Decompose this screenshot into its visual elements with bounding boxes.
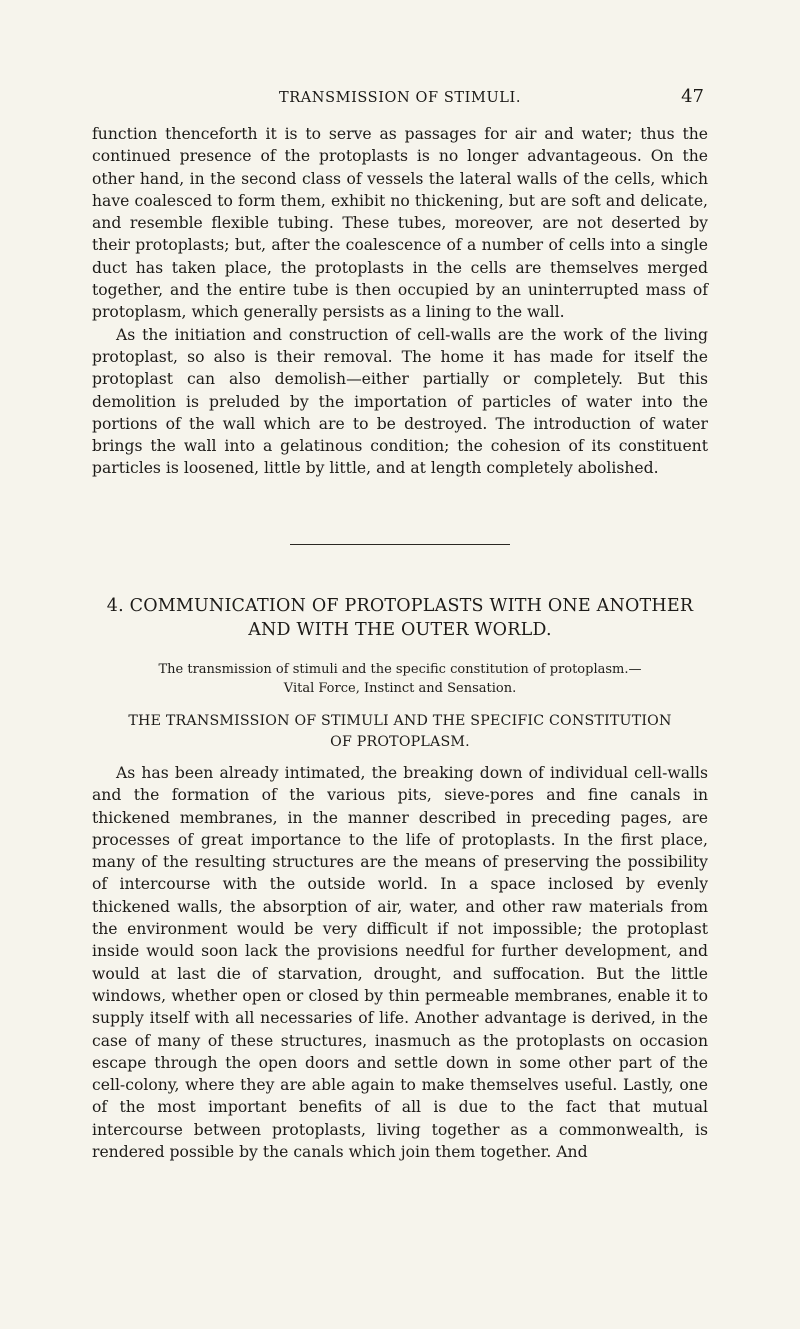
section-heading-line: 4. COMMUNICATION OF PROTOPLASTS WITH ONE ANOTHER (106, 596, 694, 616)
running-title: TRANSMISSION OF STIMULI. (278, 90, 522, 106)
paragraph: As the initiation and construction of cell-walls are the work of the living protoplast, so also is their removal. The home it has made for itself the protoplast can also demolish—either partially or completely. But this demolition is preluded by the importation of particles of water into the portions of the wall which are to be destroyed. The introduction of water brings the wall into a gelatinous condition; the cohesion of its constituent particles is loosened, little by little, and at length completely abolished. (92, 325, 708, 478)
subsection-heading (100, 711, 700, 753)
section-synopsis (100, 660, 700, 698)
synopsis-line: Vital Force, Instinct and Sensation. (283, 681, 517, 696)
section-divider-rule (290, 544, 510, 545)
body-text-top (92, 123, 708, 480)
page-number: 47 (681, 86, 704, 107)
paragraph: function thenceforth it is to serve as passages for air and water; thus the continued presence of the protoplasts is no longer advantageous. On the other hand, in the second class of vessels the lateral walls of the cells, which have coalesced to form them, exhibit no thickening, but are soft and delicate, and resemble flexible tubing. These tubes, moreover, are not deserted by their protoplasts; but, after the coalescence of a number of cells into a single duct has taken place, the protoplasts in the cells are themselves merged together, and the entire tube is then occupied by an uninterrupted mass of protoplasm, which generally persists as a lining to the wall. (92, 125, 708, 322)
subheading-line: THE TRANSMISSION OF STIMULI AND THE SPECIFIC CONSTITUTION (128, 713, 672, 729)
running-header (0, 86, 800, 112)
subheading-line: OF PROTOPLASM. (330, 734, 470, 750)
section-heading (80, 594, 720, 642)
section-heading-line: AND WITH THE OUTER WORLD. (248, 620, 552, 640)
body-text-bottom (92, 762, 708, 1163)
synopsis-line: The transmission of stimuli and the specific constitution of protoplasm.— (158, 662, 642, 677)
paragraph: As has been already intimated, the breaking down of individual cell-walls and the formation of the various pits, sieve-pores and fine canals in thickened membranes, in the manner described in preceding pages, are processes of great importance to the life of protoplasts. In the first place, many of the resulting structures are the means of preserving the possibility of intercourse with the outside world. In a space inclosed by evenly thickened walls, the absorption of air, water, and other raw materials from the environment would be very difficult if not impossible; the protoplast inside would soon lack the provisions needful for further development, and would at last die of starvation, drought, and suffocation. But the little windows, whether open or closed by thin permeable membranes, enable it to supply itself with all necessaries of life. Another advantage is derived, in the case of many of these structures, inasmuch as the protoplasts on occasion escape through the open doors and settle down in some other part of the cell-colony, where they are able again to make themselves useful. Lastly, one of the most important benefits of all is due to the fact that mutual intercourse between protoplasts, living together as a commonwealth, is rendered possible by the canals which join them together. And (92, 764, 708, 1162)
